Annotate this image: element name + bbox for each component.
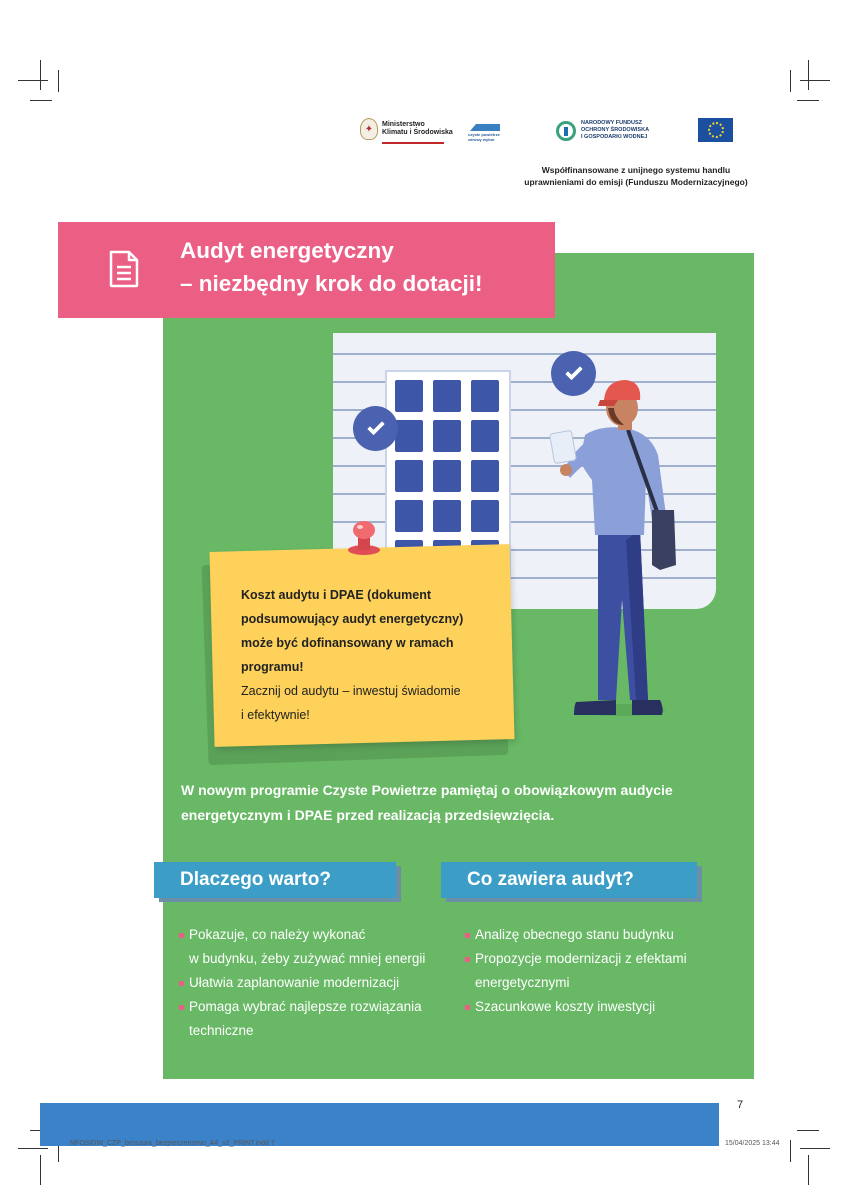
- list-item-line: Szacunkowe koszty inwestycji: [475, 999, 656, 1014]
- czyste-powietrze-logo: [468, 124, 502, 142]
- ministry-logo: [360, 118, 453, 140]
- crop-mark: [790, 70, 791, 92]
- list-item-line: techniczne: [189, 1023, 254, 1038]
- page-number: 7: [737, 1099, 744, 1111]
- crop-mark: [808, 60, 809, 90]
- contents-list: [465, 923, 745, 1019]
- ministry-name-line1: Ministerstwo: [382, 121, 425, 128]
- crop-mark: [800, 80, 830, 81]
- ministry-flag-bar: [382, 141, 444, 144]
- eu-flag-icon: [698, 118, 733, 142]
- title-line1: Audyt energetyczny: [180, 238, 394, 263]
- intro-line2: energetycznym i DPAE przed realizacją przedsięwzięcia.: [181, 807, 555, 823]
- list-item-line: Ułatwia zaplanowanie modernizacji: [189, 975, 400, 990]
- cofinancing-line2: uprawnieniami do emisji (Funduszu Modernizacyjnego): [524, 177, 748, 187]
- note-bold-line3: może być dofinansowany w ramach: [241, 636, 454, 650]
- crop-mark: [797, 1130, 819, 1131]
- nfosigw-line3: I GOSPODARKI WODNEJ: [581, 134, 648, 140]
- list-item: [179, 923, 469, 971]
- list-item-line: Pomaga wybrać najlepsze rozwiązania: [189, 999, 422, 1014]
- crop-mark: [800, 1148, 830, 1149]
- crop-mark: [30, 100, 52, 101]
- nfosigw-mark-icon: [556, 121, 576, 141]
- note-bold-line4: programu!: [241, 660, 304, 674]
- eagle-emblem-icon: ✦: [360, 118, 378, 140]
- list-item: [465, 947, 745, 995]
- list-item-line: w budynku, żeby zużywać mniej energii: [189, 951, 426, 966]
- auditor-illustration: [540, 370, 700, 720]
- why-list: [179, 923, 469, 1043]
- crop-mark: [808, 1155, 809, 1185]
- crop-mark: [58, 70, 59, 92]
- cofinancing-note: [500, 164, 772, 188]
- crop-mark: [18, 1148, 48, 1149]
- title-line2: – niezbędny krok do dotacji!: [180, 271, 483, 296]
- note-text: [241, 583, 506, 727]
- crop-mark: [790, 1140, 791, 1162]
- roof-icon: [470, 124, 500, 131]
- note-line5: Zacznij od audytu – inwestuj świadomie: [241, 684, 461, 698]
- nfosigw-logo: [556, 120, 649, 141]
- intro-paragraph: [181, 778, 741, 828]
- list-item-line: Propozycje modernizacji z efektami: [475, 951, 687, 966]
- cp-logo-line2: zdrowy wybór: [468, 137, 495, 142]
- nfosigw-line2: OCHRONY ŚRODOWISKA: [581, 127, 650, 133]
- contents-heading: Co zawiera audyt?: [441, 862, 697, 898]
- intro-line1: W nowym programie Czyste Powietrze pamiętaj o obowiązkowym audycie: [181, 782, 673, 798]
- ministry-name-line2: Klimatu i Środowiska: [382, 129, 453, 136]
- list-item: [465, 923, 745, 947]
- nfosigw-line1: NARODOWY FUNDUSZ: [581, 120, 643, 126]
- logo-strip: [360, 118, 740, 148]
- print-slug-date: 15/04/2025 13:44: [725, 1140, 780, 1147]
- pushpin-icon: [344, 516, 384, 556]
- note-bold-line1: Koszt audytu i DPAE (dokument: [241, 588, 432, 602]
- list-item-line: energetycznymi: [475, 975, 570, 990]
- document-icon: [108, 250, 140, 288]
- page-title: [180, 234, 550, 300]
- note-line6: i efektywnie!: [241, 708, 310, 722]
- list-item-line: Pokazuje, co należy wykonać: [189, 927, 366, 942]
- list-item: [179, 971, 469, 995]
- why-heading: Dlaczego warto?: [154, 862, 396, 898]
- crop-mark: [40, 1155, 41, 1185]
- list-item: [465, 995, 745, 1019]
- checkmark-icon: [353, 406, 398, 451]
- crop-mark: [797, 100, 819, 101]
- cofinancing-line1: Współfinansowane z unijnego systemu handlu: [541, 165, 731, 175]
- cp-logo-line1: czyste powietrze: [468, 132, 500, 137]
- crop-mark: [40, 60, 41, 90]
- crop-mark: [18, 80, 48, 81]
- list-item-line: Analizę obecnego stanu budynku: [475, 927, 674, 942]
- note-bold-line2: podsumowujący audyt energetyczny): [241, 612, 464, 626]
- print-slug-file: NFOSiGW_CZP_broszura_bezpieczenstwo_A4_v2_PRINT.indd 7: [70, 1140, 275, 1147]
- list-item: [179, 995, 469, 1043]
